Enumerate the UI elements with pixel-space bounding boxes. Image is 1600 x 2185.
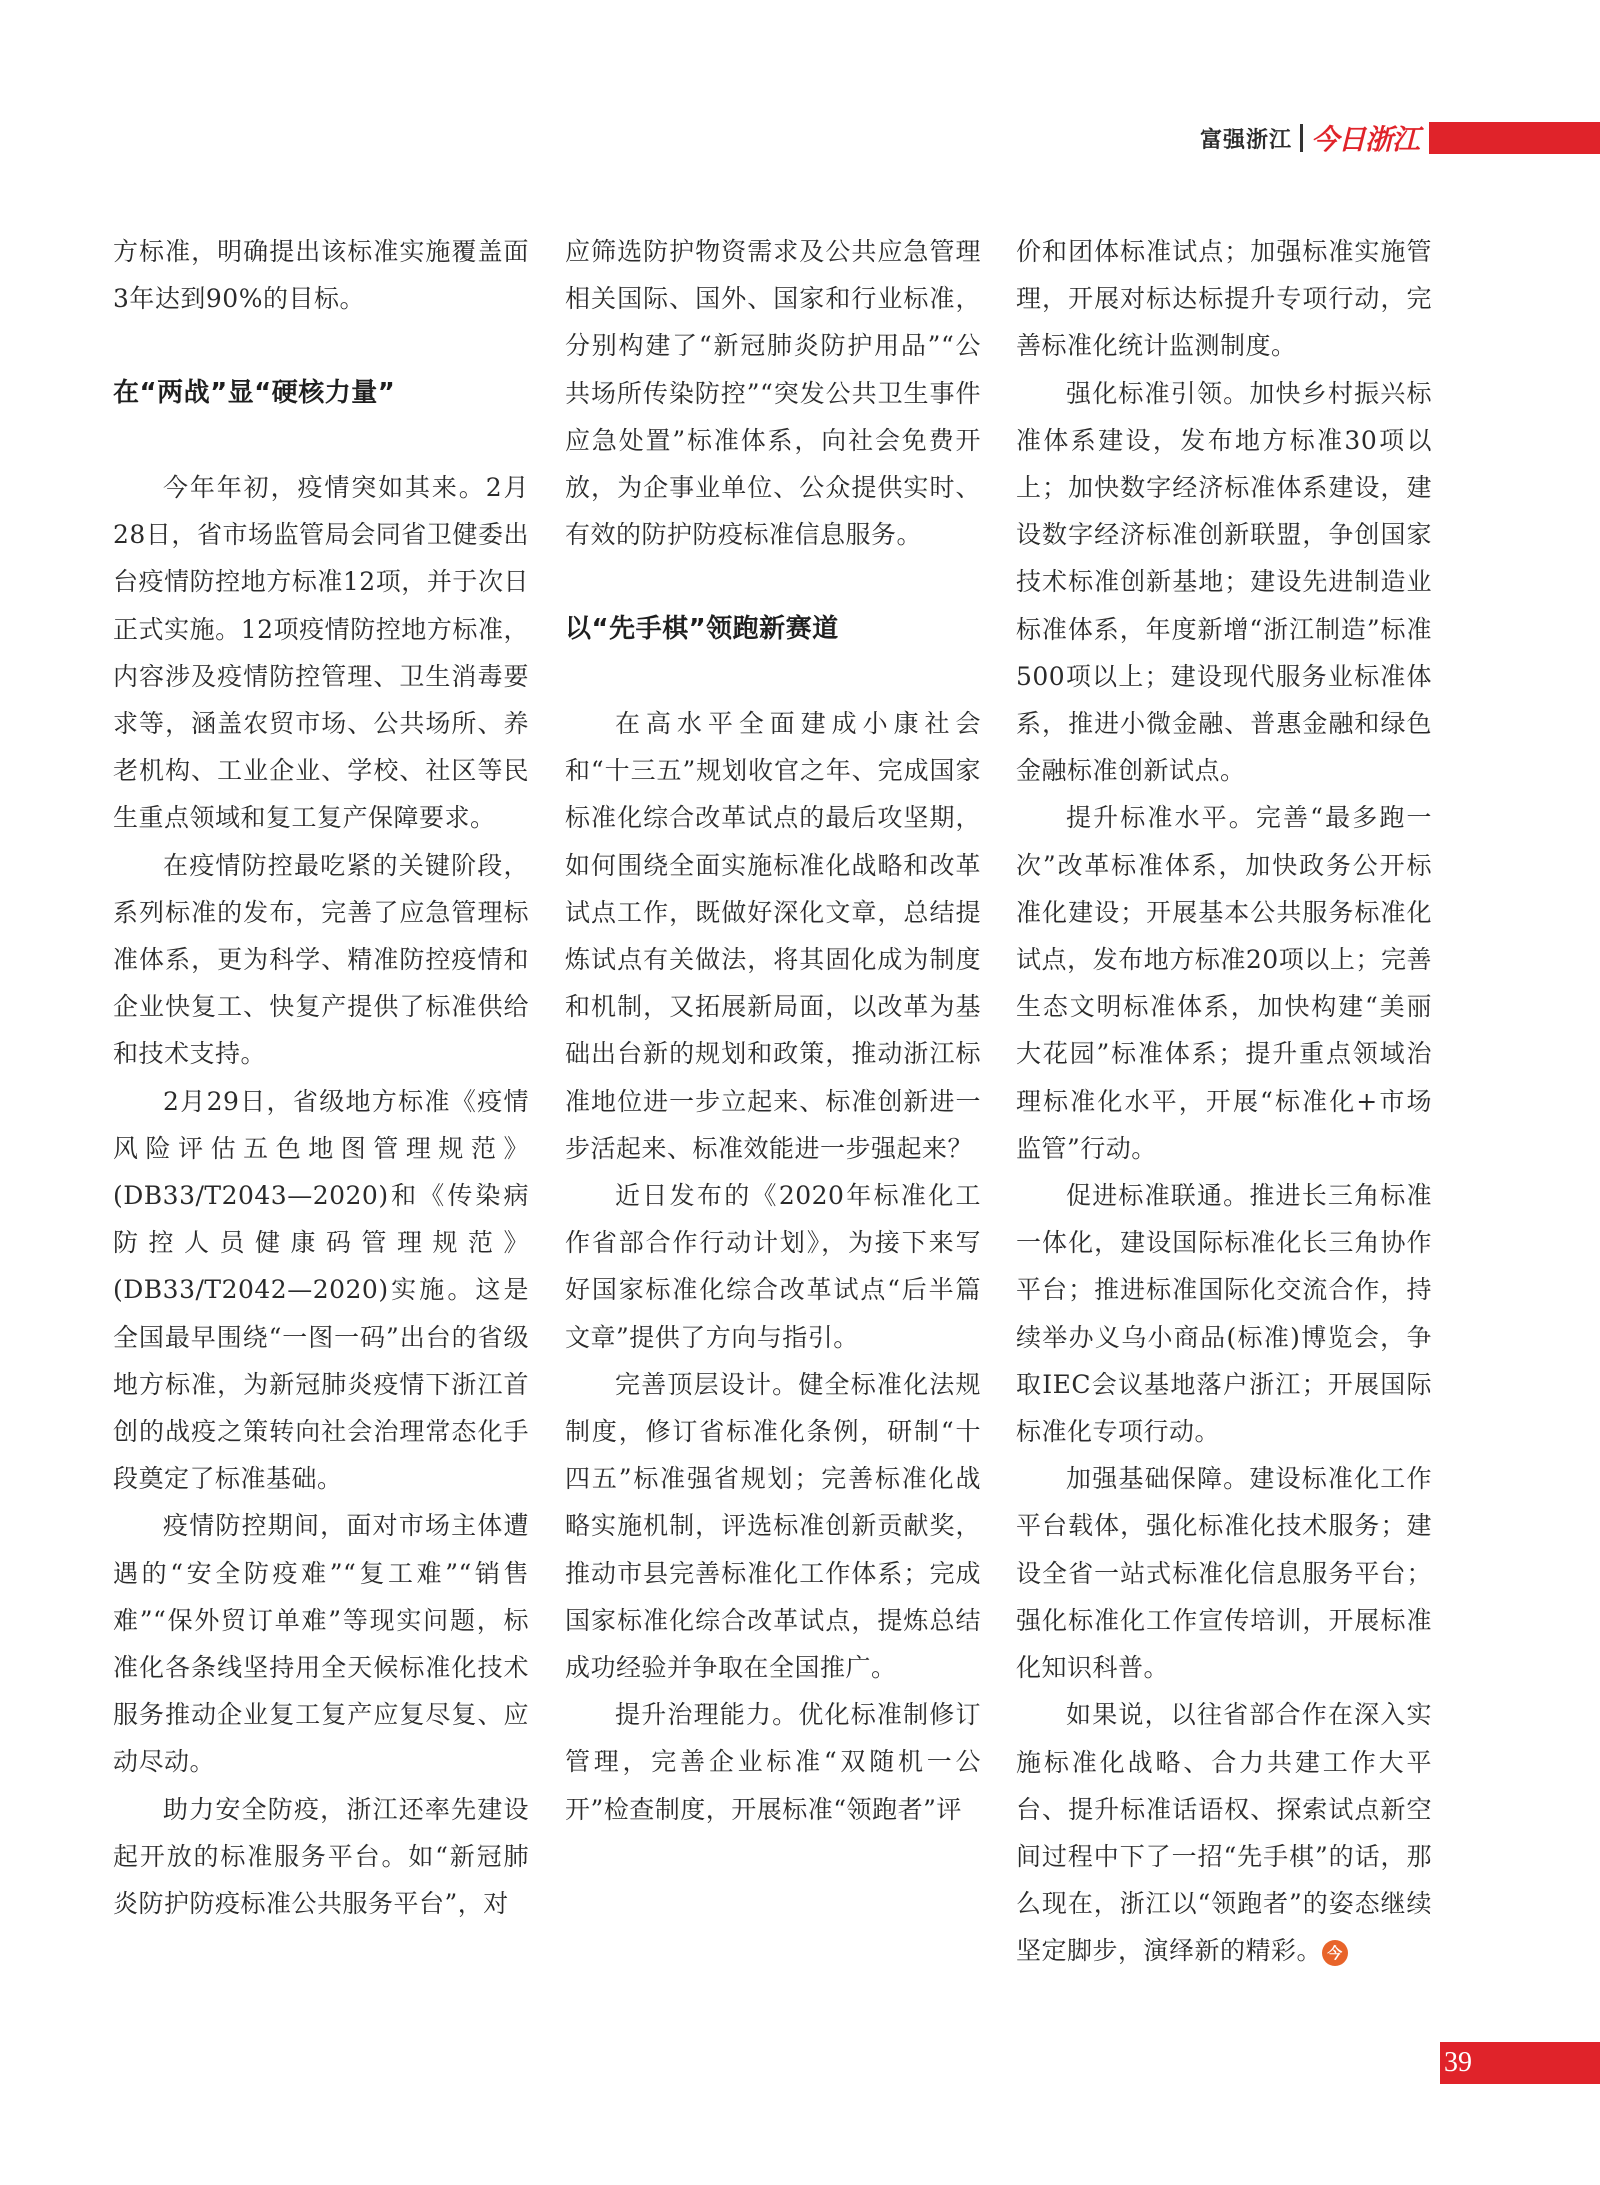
paragraph: 疫情防控期间，面对市场主体遭遇的“安全防疫难”“复工难”“销售难”“保外贸订单难”等现实问题，标准化各条线坚持用全天候标准化技术服务推动企业复工复产应复尽复、应动尽动。 <box>113 1511 529 1777</box>
paragraph <box>1016 1691 1432 1974</box>
page-footer <box>1440 2042 1600 2084</box>
paragraph: 助力安全防疫，浙江还率先建设起开放的标准服务平台。如“新冠肺炎防护防疫标准公共服务平台”，对 <box>113 1794 529 1919</box>
paragraph: 方标准，明确提出该标准实施覆盖面3年达到90%的目标。 <box>113 237 529 314</box>
paragraph: 近日发布的《2020年标准化工作省部合作行动计划》，为接下来写好国家标准化综合改革试点“后半篇文章”提供了方向与指引。 <box>565 1181 981 1352</box>
paragraph: 价和团体标准试点；加强标准实施管理，开展对标达标提升专项行动，完善标准化统计监测制度。 <box>1016 237 1432 361</box>
section-heading: 以“先手棋”领跑新赛道 <box>565 613 839 644</box>
paragraph: 提升治理能力。优化标准制修订管理，完善企业标准“双随机一公开”检查制度，开展标准“领跑者”评 <box>565 1700 981 1824</box>
page-number: 39 <box>1444 2047 1472 2078</box>
paragraph: 促进标准联通。推进长三角标准一体化，建设国际标准化长三角协作平台；推进标准国际化交流合作，持续举办义乌小商品(标准)博览会，争取IEC会议基地落户浙江；开展国际标准化专项行动。 <box>1016 1181 1432 1447</box>
paragraph: 应筛选防护物资需求及公共应急管理相关国际、国外、国家和行业标准，分别构建了“新冠肺炎防护用品”“公共场所传染防控”“突发公共卫生事件应急处置”标准体系，向社会免费开放，为企事业单位、公众提供实时、有效的防护防疫标准信息服务。 <box>565 237 981 550</box>
paragraph: 在疫情防控最吃紧的关键阶段，系列标准的发布，完善了应急管理标准体系，更为科学、精准防控疫情和企业快复工、快复产提供了标准供给和技术支持。 <box>113 850 529 1069</box>
paragraph: 今年年初，疫情突如其来。2月28日，省市场监管局会同省卫健委出台疫情防控地方标准12项，并于次日正式实施。12项疫情防控地方标准，内容涉及疫情防控管理、卫生消毒要求等，涵盖农贸市场、公共场所、养老机构、工业企业、学校、社区等民生重点领域和复工复产保障要求。 <box>113 472 529 833</box>
paragraph: 在高水平全面建成小康社会和“十三五”规划收官之年、完成国家标准化综合改革试点的最后攻坚期，如何围绕全面实施标准化战略和改革试点工作，既做好深化文章，总结提炼试点有关做法，将其固化成为制度和机制，又拓展新局面，以改革为基础出台新的规划和政策，推动浙江标准地位进一步立起来、标准创新进一步活起来、标准效能进一步强起来？ <box>565 709 981 1163</box>
magazine-logo: 今日浙江 <box>1311 123 1420 156</box>
paragraph: 完善顶层设计。健全标准化法规制度，修订省标准化条例，研制“十四五”标准强省规划；完善标准化战略实施机制，评选标准创新贡献奖，推动市县完善标准化工作体系；完成国家标准化综合改革试点，提炼总结成功经验并争取在全国推广。 <box>565 1369 981 1683</box>
article-column-2 <box>565 228 981 1833</box>
section-heading: 在“两战”显“硬核力量” <box>113 377 396 408</box>
section-title: 富强浙江 <box>1200 127 1293 153</box>
article-column-3 <box>1016 228 1432 1975</box>
paragraph: 加强基础保障。建设标准化工作平台载体，强化标准化技术服务；建设全省一站式标准化信息服务平台；强化标准化工作宣传培训，开展标准化知识科普。 <box>1016 1464 1432 1683</box>
page-header <box>1200 122 1600 154</box>
article-column-1 <box>113 228 529 1927</box>
paragraph-text: 如果说，以往省部合作在深入实施标准化战略、合力共建工作大平台、提升标准话语权、探索试点新空间过程中下了一招“先手棋”的话，那么现在，浙江以“领跑者”的姿态继续坚定脚步，演绎新的精彩。 <box>1016 1700 1432 1966</box>
header-red-bar <box>1429 122 1600 154</box>
header-divider <box>1300 124 1303 152</box>
end-mark-icon: 今 <box>1322 1940 1348 1966</box>
paragraph: 2月29日，省级地方标准《疫情风险评估五色地图管理规范》(DB33/T2043—2020)和《传染病防控人员健康码管理规范》(DB33/T2042—2020)实施。这是全国最早围绕“一图一码”出台的省级地方标准，为新冠肺炎疫情下浙江首创的战疫之策转向社会治理常态化手段奠定了标准基础。 <box>113 1086 529 1494</box>
paragraph: 强化标准引领。加快乡村振兴标准体系建设，发布地方标准30项以上；加快数字经济标准体系建设，建设数字经济标准创新联盟，争创国家技术标准创新基地；建设先进制造业标准体系，年度新增“浙江制造”标准500项以上；建设现代服务业标准体系，推进小微金融、普惠金融和绿色金融标准创新试点。 <box>1016 378 1432 786</box>
paragraph: 提升标准水平。完善“最多跑一次”改革标准体系，加快政务公开标准化建设；开展基本公共服务标准化试点，发布地方标准20项以上；完善生态文明标准体系，加快构建“美丽大花园”标准体系；提升重点领域治理标准化水平，开展“标准化+市场监管”行动。 <box>1016 803 1432 1163</box>
